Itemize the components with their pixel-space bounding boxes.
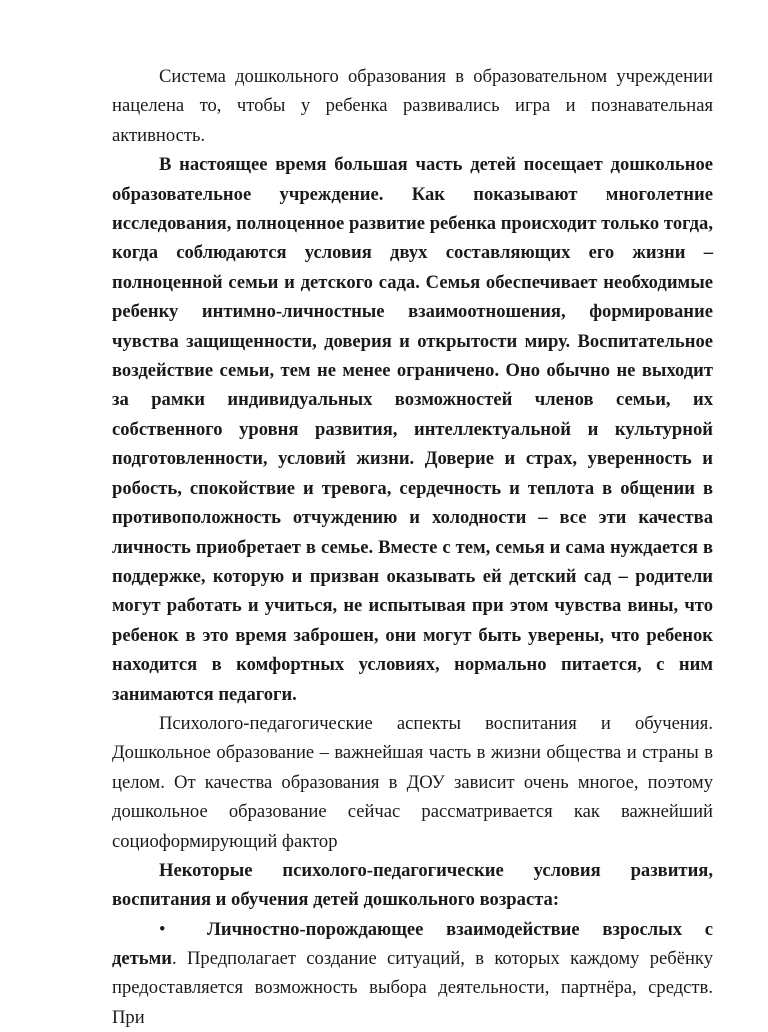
bullet-text: . Предполагает создание ситуаций, в которых каждому ребёнку предоставляется возможность выбора деятельности, партнёра, средств. При — [112, 947, 713, 1028]
bullet-bold-lead: Личностно-порождающее взаимодействие взрослых с детьми — [112, 918, 713, 969]
document-page — [112, 62, 713, 1032]
paragraph-conditions-heading: Некоторые психолого-педагогические условия развития, воспитания и обучения детей дошкольного возраста: — [112, 859, 713, 911]
paragraph-intro: Система дошкольного образования в образовательном учреждении нацелена то, чтобы у ребенка развивались игра и познавательная активность. — [112, 66, 713, 146]
paragraph-family-and-kindergarten: В настоящее время большая часть детей посещает дошкольное образовательное учреждение. Как показывают многолетние исследования, полноценное развитие ребенка происходит только тогда, когда соблюдаются условия двух составляющих его жизни – полноценной семьи и детского сада. Семья обеспечивает необходимые ребенку интимно-личностные взаимоотношения, формирование чувства защищенности, доверия и открытости миру. Воспитательное воздействие семьи, тем не менее ограничено. Оно обычно не выходит за рамки индивидуальных возможностей членов семьи, их собственного уровня развития, интеллектуальной и культурной подготовленности, условий жизни. Доверие и страх, уверенность и робость, спокойствие и тревога, сердечность и теплота в общении в противоположность отчуждению и холодности – все эти качества личность приобретает в семье. Вместе с тем, семья и сама нуждается в поддержке, которую и призван оказывать ей детский сад – родители могут работать и учиться, не испытывая при этом чувства вины, что ребенок в это время заброшен, они могут быть уверены, что ребенок находится в комфортных условиях, нормально питается, с ним занимаются педагоги. — [112, 154, 713, 705]
paragraph-psych-ped-aspects: Психолого-педагогические аспекты воспитания и обучения. Дошкольное образование – важнейшая часть в жизни общества и страны в целом. От качества образования в ДОУ зависит очень многое, поэтому дошкольное образование сейчас рассматривается как важнейший социоформирующий фактор — [112, 712, 713, 852]
bullet-icon: • — [159, 918, 166, 940]
bullet-item — [112, 915, 713, 1032]
